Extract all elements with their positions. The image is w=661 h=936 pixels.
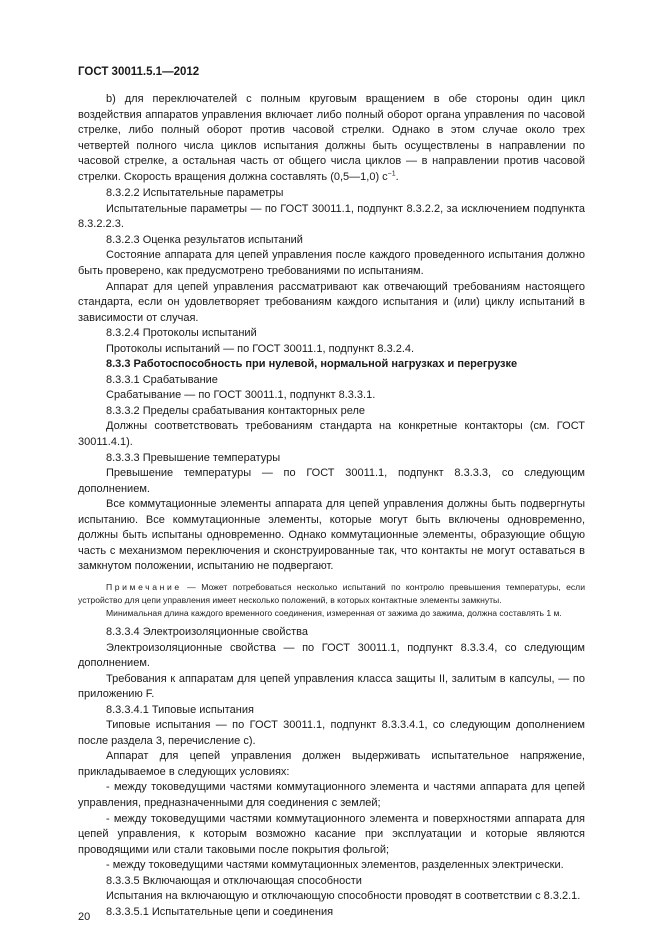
section-heading: 8.3.3.4.1 Типовые испытания <box>106 703 254 716</box>
note-paragraph: Минимальная длина каждого временного соединения, измеренная от зажима до зажима, должна составлять 1 м. <box>106 607 562 618</box>
section-heading: 8.3.3.2 Пределы срабатывания контакторных реле <box>106 404 366 417</box>
section-heading: 8.3.2.3 Оценка результатов испытаний <box>106 233 303 246</box>
paragraph: Типовые испытания — по ГОСТ 30011.1, подпункт 8.3.3.4.1, со следующим дополнением после раздела 3, перечисление с). <box>78 719 585 747</box>
section-heading: 8.3.2.2 Испытательные параметры <box>106 187 284 200</box>
paragraph: Состояние аппарата для цепей управления после каждого проведенного испытания должно быть проверено, как предусмотрено требованиями по испытаниям. <box>78 249 585 278</box>
paragraph: Должны соответствовать требованиям стандарта на конкретные контакторы (см. ГОСТ 30011.4.1). <box>78 420 585 449</box>
superscript: −1 <box>387 170 396 178</box>
note <box>78 581 585 620</box>
list-item: - между токоведущими частями коммутационного элемента и частями аппарата для цепей управления, предназначенными для соединения с землей; <box>78 781 585 809</box>
paragraph-text: b) для переключателей с полным круговым вращением в обе стороны один цикл воздействия аппаратов управления включает либо полный оборот органа управления по часовой стрелке, либо полный оборот против часовой стрелки. Однако в этом случае около трех четвертей полного числа циклов испытания должны быть осуществлены в направлении по часовой стрелке, а остальная часть от общего числа циклов — в направлении против часовой стрелки. Скорость вращения должна составлять (0,5—1,0) с <box>78 93 585 183</box>
section-heading: 8.3.3.5.1 Испытательные цепи и соединения <box>106 905 334 918</box>
paragraph: Срабатывание — по ГОСТ 30011.1, подпункт 8.3.3.1. <box>106 389 376 402</box>
section-heading: 8.3.2.4 Протоколы испытаний <box>106 327 257 340</box>
document-body <box>78 92 585 920</box>
paragraph: b) для переключателей с полным круговым вращением в обе стороны один цикл воздействия аппаратов управления включает либо полный оборот органа управления по часовой стрелке, либо полный оборот против часовой стрелки. Однако в этом случае около трех четвертей полного числа циклов испытания должны быть осуществлены в направлении по часовой стрелке, а остальная часть от общего числа циклов — в направлении против часовой стрелки. Скорость вращения должна составлять (0,5—1,0) $с^{-1}$. <box>78 93 585 183</box>
section-heading-bold: 8.3.3 Работоспособность при нулевой, нормальной нагрузках и перегрузке <box>106 358 518 371</box>
document-header: ГОСТ 30011.5.1—2012 <box>78 66 200 78</box>
list-item: - между токоведущими частями коммутационного элемента и поверхностями аппарата для цепей управления, к которым возможно касание при эксплуатации и которые являются проводящими или стали таковыми после покрытия фольгой; <box>78 812 585 856</box>
paragraph: Требования к аппаратам для цепей управления класса защиты II, залитым в капсулы, — по приложению F. <box>78 672 585 701</box>
paragraph: Аппарат для цепей управления должен выдерживать испытательное напряжение, прикладываемое в следующих условиях: <box>78 750 585 778</box>
paragraph: Испытания на включающую и отключающую способности проводят в соответствии с 8.3.2.1. <box>106 890 581 903</box>
section-heading: 8.3.3.5 Включающая и отключающая способности <box>106 874 362 887</box>
section-heading: 8.3.3.4 Электроизоляционные свойства <box>106 625 308 638</box>
section-heading: 8.3.3.1 Срабатывание <box>106 373 218 386</box>
paragraph: Все коммутационные элементы аппарата для цепей управления должны быть подвергнуты испытанию. Все коммутационные элементы, которые могут быть включены одновременно, должны быть испытаны одновременно. Однако коммутационные элементы, образующие общую часть с механизмом переключения и сконструированные так, что контакты не могут оставаться в замкнутом положении, испытанию не подвергают. <box>78 498 585 573</box>
page-number: 20 <box>78 911 91 923</box>
note-text: — Может потребоваться несколько испытаний по контролю превышения температуры, если устройство для цепи управления имеет несколько положений, в которых контактные элементы замкнуты. <box>78 581 585 605</box>
section-heading: 8.3.3.3 Превышение температуры <box>106 451 281 464</box>
paragraph: Аппарат для цепей управления рассматривают как отвечающий требованиям настоящего стандарта, если он удовлетворяет требованиям каждого испытания и (или) циклу испытаний в зависимости от случая. <box>78 280 585 324</box>
paragraph: Электроизоляционные свойства — по ГОСТ 30011.1, подпункт 8.3.3.4, со следующим дополнением. <box>78 641 585 670</box>
note-label: Примечание <box>106 581 182 592</box>
list-item: - между токоведущими частями коммутационных элементов, разделенных электрически. <box>106 859 564 872</box>
note-paragraph <box>78 581 585 607</box>
paragraph: Испытательные параметры — по ГОСТ 30011.1, подпункт 8.3.2.2, за исключением подпункта 8.3.2.2.3. <box>78 202 585 231</box>
paragraph: Протоколы испытаний — по ГОСТ 30011.1, подпункт 8.3.2.4. <box>106 342 415 355</box>
paragraph: Превышение температуры — по ГОСТ 30011.1, подпункт 8.3.3.3, со следующим дополнением. <box>78 467 585 495</box>
